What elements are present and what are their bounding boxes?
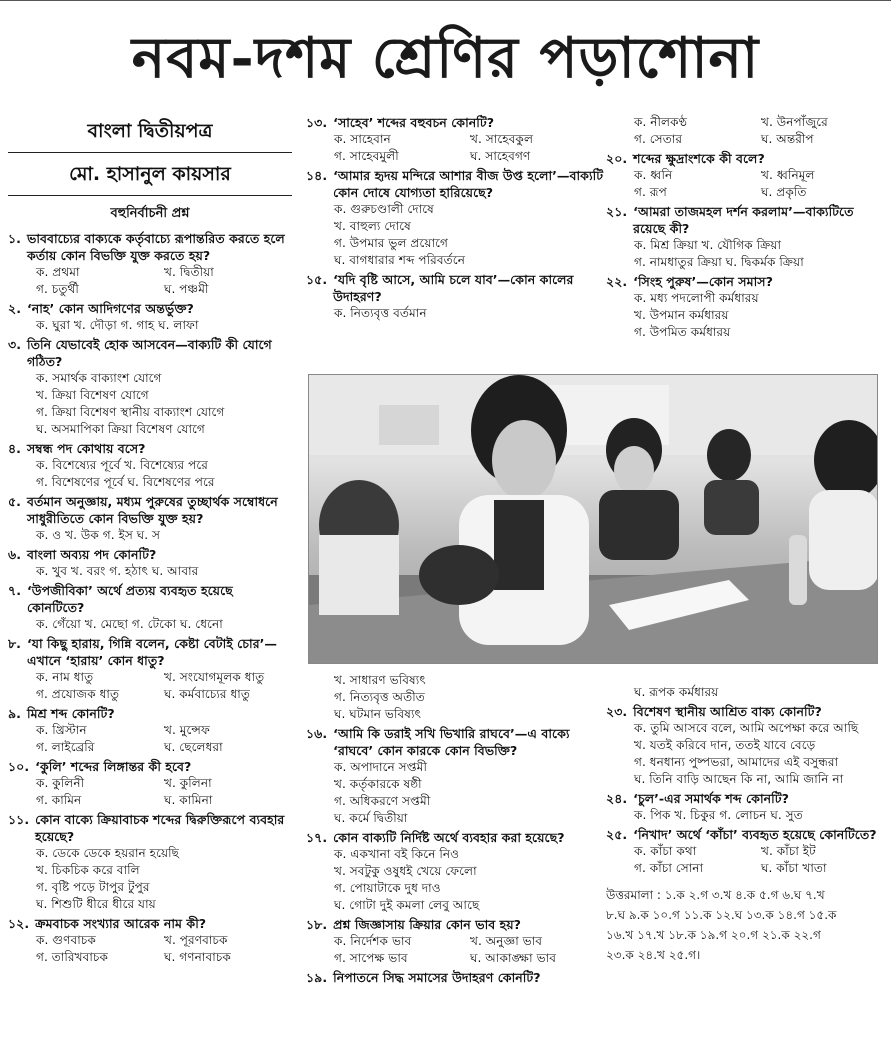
options bbox=[8, 317, 292, 334]
question-text: ‘যা কিছু হারায়, গিন্নি বলেন, কেষ্টা বেটাই চোর’—এখানে ‘হারায়’ কোন ধাতু? bbox=[26, 636, 278, 668]
question-text: বাংলা অব্যয় পদ কোনটি? bbox=[26, 547, 157, 562]
column-3 bbox=[606, 114, 888, 372]
question-text: ‘নাহ’ কোন আদিগণের অন্তর্ভুক্ত? bbox=[26, 301, 194, 316]
option: ক. নিত্যবৃত্ত বর্তমান bbox=[334, 306, 427, 320]
question-number: ২২. bbox=[606, 274, 628, 289]
option-row bbox=[36, 281, 292, 298]
question bbox=[8, 582, 292, 616]
question bbox=[606, 826, 888, 843]
option-row bbox=[36, 264, 292, 281]
question-text: বিশেষণ স্থানীয় আশ্রিত বাক্য কোনটি? bbox=[633, 704, 822, 719]
question-text: তিনি যেভাবেই হোক আসবেন—বাক্যটি কী যোগে গঠিত? bbox=[26, 337, 272, 369]
option: গ. বৃষ্টি পড়ে টাপুর টুপুর bbox=[36, 880, 150, 894]
option: ক. নাম ধাতু bbox=[36, 670, 94, 684]
question bbox=[606, 273, 888, 290]
option: ক. গুরুচণ্ডালী দোষে bbox=[334, 202, 434, 216]
option-row bbox=[36, 932, 292, 949]
option: গ. উপমার ভুল প্রয়োগে bbox=[334, 236, 449, 250]
option: ঘ. তিনি বাড়ি আছেন কি না, আমি জানি না bbox=[634, 772, 844, 786]
options bbox=[8, 932, 292, 966]
option-row bbox=[634, 843, 888, 860]
question bbox=[8, 440, 292, 457]
option-row bbox=[634, 184, 888, 201]
option-list bbox=[606, 684, 888, 701]
options bbox=[306, 201, 606, 269]
question-number: ৪. bbox=[8, 441, 21, 456]
option-row bbox=[36, 775, 292, 792]
option: ক. ডেকে ডেকে হয়রান হয়েছি bbox=[36, 846, 180, 860]
column-2 bbox=[306, 114, 606, 372]
question bbox=[606, 150, 888, 167]
question-number: ১৭. bbox=[306, 830, 328, 845]
question bbox=[306, 725, 606, 759]
question-text: ভাববাচ্যের বাক্যকে কর্তৃবাচ্যে রূপান্তরিত করতে হলে কর্তায় কোন বিভক্তি যুক্ত করতে হয়? bbox=[26, 231, 285, 263]
answer-key bbox=[606, 885, 888, 965]
question-text: ‘চুল’-এর সমার্থক শব্দ কোনটি? bbox=[633, 791, 789, 806]
option-row bbox=[634, 114, 888, 131]
answer-line: ২৩.ক ২৪.খ ২৫.গ। bbox=[606, 948, 701, 962]
option: খ. সবটুকু ওষুধই খেয়ে ফেলো bbox=[334, 864, 477, 878]
option: ঘ. কর্মে দ্বিতীয়া bbox=[334, 811, 408, 825]
question-text: ‘উপজীবিকা’ অর্থে প্রত্যয় ব্যবহৃত হয়েছে কোনটিতে? bbox=[26, 583, 233, 615]
question bbox=[606, 203, 888, 237]
option: ক. সাহেবান bbox=[334, 132, 391, 146]
option: খ. সাধারণ ভবিষ্যৎ bbox=[334, 673, 426, 687]
option: গ. বিশেষণের পূর্বে ঘ. বিশেষণের পরে bbox=[36, 475, 215, 489]
option: ঘ. বাগধারার শব্দ পরিবর্তনে bbox=[334, 253, 465, 267]
question bbox=[8, 300, 292, 317]
question bbox=[306, 271, 606, 305]
question-text: ‘আমরা তাজমহল দর্শন করলাম’—বাক্যটিতে রয়েছে কী? bbox=[633, 204, 854, 236]
option: ঘ. আকাঙ্ক্ষা ভাব bbox=[470, 951, 556, 965]
question-list bbox=[306, 725, 606, 986]
option: ঘ. গণনাবাচক bbox=[164, 950, 231, 964]
question-number: ৩. bbox=[8, 337, 21, 352]
question-number: ৫. bbox=[8, 494, 21, 509]
options bbox=[306, 131, 606, 165]
option: খ. যতই করিবে দান, ততই যাবে বেড়ে bbox=[634, 738, 816, 752]
option: গ. অধিকরণে সপ্তমী bbox=[334, 794, 431, 808]
option: ক. নীলকণ্ঠ bbox=[634, 115, 688, 129]
option: খ. পূরণবাচক bbox=[164, 933, 228, 947]
option: ক. কাঁচা কথা bbox=[634, 844, 697, 858]
column-3-lower bbox=[606, 684, 888, 1052]
option: ক. মধ্য পদলোপী কর্মধারয় bbox=[634, 291, 759, 305]
option: খ. দ্বিতীয়া bbox=[164, 265, 214, 279]
option: ক. খুব খ. বরং গ. হঠাৎ ঘ. আবার bbox=[36, 564, 199, 578]
question bbox=[8, 705, 292, 722]
option: খ. অনুজ্ঞা ভাব bbox=[470, 934, 543, 948]
question-text: কোন বাক্যে ক্রিয়াবাচক শব্দের দ্বিরুক্তিরূপে ব্যবহার হয়েছে? bbox=[35, 812, 285, 844]
question-text: ‘সাহেব’ শব্দের বহুবচন কোনটি? bbox=[333, 115, 495, 130]
options bbox=[306, 759, 606, 827]
options bbox=[306, 846, 606, 914]
options bbox=[606, 807, 888, 824]
option: ঘ. পঞ্চমী bbox=[164, 282, 209, 296]
options bbox=[8, 775, 292, 809]
question bbox=[306, 114, 606, 131]
answer-line: ৮.ঘ ৯.ক ১০.গ ১১.ক ১২.ঘ ১৩.ক ১৪.গ ১৫.ক bbox=[606, 908, 837, 922]
option: ক. সমার্থক বাক্যাংশ যোগে bbox=[36, 371, 162, 385]
option: ঘ. গোটা দুই কমলা লেবু আছে bbox=[334, 898, 480, 912]
question-number: ২৩. bbox=[606, 704, 628, 719]
subject-title: বাংলা দ্বিতীয়পত্র bbox=[87, 120, 213, 142]
option: ক. মিশ্র ক্রিয়া খ. যৌগিক ক্রিয়া bbox=[634, 238, 781, 252]
option: ক. ও খ. উক গ. ইস ঘ. স bbox=[36, 528, 161, 542]
option: গ. কামিন bbox=[36, 793, 82, 807]
divider bbox=[8, 152, 292, 153]
option: খ. বাহুল্য দোষে bbox=[334, 219, 411, 233]
options bbox=[606, 237, 888, 271]
divider bbox=[8, 195, 292, 196]
option: ক. গেঁয়ো খ. মেছো গ. টেকো ঘ. ধেনো bbox=[36, 617, 223, 631]
option-row bbox=[634, 860, 888, 877]
question-number: ১১. bbox=[8, 812, 30, 827]
question-number: ২০. bbox=[606, 151, 628, 166]
option-row bbox=[36, 949, 292, 966]
options bbox=[8, 845, 292, 913]
option: গ. সেতার bbox=[634, 132, 683, 146]
question bbox=[306, 969, 606, 986]
question bbox=[8, 915, 292, 932]
options bbox=[8, 616, 292, 633]
option: গ. সাহেবমুলী bbox=[334, 149, 399, 163]
option-list bbox=[306, 672, 606, 723]
question bbox=[8, 493, 292, 527]
option: খ. কুলিনা bbox=[164, 776, 212, 790]
question bbox=[8, 336, 292, 370]
students-exam-image bbox=[309, 375, 878, 664]
option: ঘ. শিশুটি ধীরে ধীরে যায় bbox=[36, 897, 156, 911]
question bbox=[306, 829, 606, 846]
question bbox=[8, 758, 292, 775]
options bbox=[8, 457, 292, 491]
question-text: প্রশ্ন জিজ্ঞাসায় ক্রিয়ার কোন ভাব হয়? bbox=[333, 917, 521, 932]
option: গ. প্রযোজক ধাতু bbox=[36, 687, 120, 701]
option: ক. খ্রিস্টান bbox=[36, 723, 87, 737]
question-list bbox=[606, 150, 888, 341]
question bbox=[8, 635, 292, 669]
question-number: ৯. bbox=[8, 706, 21, 721]
option: ক. বিশেষ্যের পূর্বে খ. বিশেষ্যের পরে bbox=[36, 458, 208, 472]
option: ক. অপাদানে সপ্তমী bbox=[334, 760, 427, 774]
question-number: ১৮. bbox=[306, 917, 328, 932]
question-number: ১৯. bbox=[306, 970, 328, 985]
option: খ. সাহেবকুল bbox=[470, 132, 534, 146]
answer-line: উত্তরমালা : ১.ক ২.গ ৩.খ ৪.ক ৫.গ ৬.ঘ ৭.খ bbox=[606, 888, 825, 902]
question bbox=[8, 230, 292, 264]
question bbox=[8, 811, 292, 845]
column-1 bbox=[8, 116, 292, 1051]
question-list bbox=[606, 703, 888, 877]
option: গ. চতুর্থী bbox=[36, 282, 79, 296]
options bbox=[8, 722, 292, 756]
options bbox=[606, 843, 888, 877]
question bbox=[606, 790, 888, 807]
options bbox=[8, 527, 292, 544]
question-number: ২৪. bbox=[606, 791, 628, 806]
question-text: ক্রমবাচক সংখ্যার আরেক নাম কী? bbox=[35, 916, 207, 931]
question-number: ১৬. bbox=[306, 726, 328, 741]
column-2-lower bbox=[306, 672, 606, 1052]
option: ক. তুমি আসবে বলে, আমি অপেক্ষা করে আছি bbox=[634, 721, 859, 735]
question-text: সম্বন্ধ পদ কোথায় বসে? bbox=[26, 441, 146, 456]
option-row bbox=[36, 739, 292, 756]
option-row bbox=[36, 722, 292, 739]
option: ক. প্রথমা bbox=[36, 265, 80, 279]
option: গ. তারিখবাচক bbox=[36, 950, 109, 964]
question bbox=[606, 703, 888, 720]
option: গ. নিত্যবৃত্ত অতীত bbox=[334, 690, 425, 704]
question-number: ৮. bbox=[8, 636, 21, 651]
top-rule bbox=[0, 0, 891, 4]
option: ক. পিক খ. চিকুর গ. লোচন ঘ. সুত bbox=[634, 808, 803, 822]
options bbox=[306, 933, 606, 967]
option: গ. লাইব্রেরি bbox=[36, 740, 95, 754]
option-row bbox=[36, 792, 292, 809]
option: ঘ. রূপক কর্মধারয় bbox=[634, 685, 719, 699]
question-list bbox=[8, 230, 292, 966]
option: ঘ. সাহেবগণ bbox=[470, 149, 531, 163]
option: ঘ. অসমাপিকা ক্রিয়া বিশেষণ যোগে bbox=[36, 422, 205, 436]
option: খ. উনপাঁজুরে bbox=[761, 115, 828, 129]
question-number: ১. bbox=[8, 231, 21, 246]
option: খ. উপমান কর্মধারয় bbox=[634, 308, 729, 322]
question bbox=[306, 167, 606, 201]
option: খ. সংযোগমূলক ধাতু bbox=[164, 670, 265, 684]
option: গ. উপমিত কর্মধারয় bbox=[634, 325, 731, 339]
option: খ. মুন্সেফ bbox=[164, 723, 210, 737]
option-row bbox=[334, 950, 606, 967]
option: ক. গুণবাচক bbox=[36, 933, 96, 947]
options bbox=[8, 264, 292, 298]
exam-photo bbox=[308, 374, 878, 664]
question-text: ‘সিংহ পুরুষ’—কোন সমাস? bbox=[633, 274, 773, 289]
option: খ. কাঁচা ইট bbox=[761, 844, 816, 858]
option: ঘ. অন্তরীপ bbox=[761, 132, 814, 146]
question-text: বর্তমান অনুজ্ঞায়, মধ্যম পুরুষের তুচ্ছার্থক সম্বোধনে সাধুরীতিতে কোন বিভক্তি যুক্ত হয়? bbox=[26, 494, 278, 526]
options bbox=[606, 720, 888, 788]
question-number: ২৫. bbox=[606, 827, 628, 842]
options bbox=[306, 305, 606, 322]
question-number: ১৫. bbox=[306, 272, 328, 287]
option: ঘ. ছেলেধরা bbox=[164, 740, 223, 754]
question-text: কোন বাক্যটি নির্দিষ্ট অর্থে ব্যবহার করা হয়েছে? bbox=[333, 830, 565, 845]
option: ক. কুলিনী bbox=[36, 776, 85, 790]
options bbox=[8, 563, 292, 580]
option: ক. একখানা বই কিনে নিও bbox=[334, 847, 460, 861]
option: গ. পোয়াটাকে দুধ দাও bbox=[334, 881, 441, 895]
question-number: ২১. bbox=[606, 204, 628, 219]
option: ক. নির্দেশক ভাব bbox=[334, 934, 412, 948]
author-name: মো. হাসানুল কায়সার bbox=[69, 163, 231, 185]
options bbox=[8, 370, 292, 438]
option: গ. নামধাতুর ক্রিয়া ঘ. দ্বিকর্মক ক্রিয়া bbox=[634, 255, 804, 269]
question-text: ‘আমি কি ডরাই সখি ভিখারি রাঘবে’—এ বাক্যে ‘রাঘবে’ কোন কারকে কোন বিভক্তি? bbox=[333, 726, 570, 758]
question-text: মিশ্র শব্দ কোনটি? bbox=[26, 706, 115, 721]
option: খ. চিকচিক করে বালি bbox=[36, 863, 140, 877]
question-number: ৭. bbox=[8, 583, 21, 598]
option-row bbox=[334, 148, 606, 165]
option-row bbox=[334, 933, 606, 950]
options bbox=[8, 669, 292, 703]
question bbox=[306, 916, 606, 933]
option-row bbox=[36, 686, 292, 703]
option: ঘ. ঘটমান ভবিষ্যৎ bbox=[334, 707, 422, 721]
option: ঘ. কামিনা bbox=[164, 793, 213, 807]
option: ক. ধ্বনি bbox=[634, 168, 673, 182]
page-headline: নবম-দশম শ্রেণির পড়াশোনা bbox=[131, 25, 760, 91]
option: ঘ. প্রকৃতি bbox=[761, 185, 807, 199]
option-row bbox=[634, 167, 888, 184]
option: খ. কর্তৃকারকে ষষ্ঠী bbox=[334, 777, 422, 791]
question-text: ‘নিখাদ’ অর্থে ‘কাঁচা’ ব্যবহৃত হয়েছে কোনটিতে? bbox=[633, 827, 877, 842]
options bbox=[606, 167, 888, 201]
question-number: ২. bbox=[8, 301, 21, 316]
options bbox=[606, 290, 888, 341]
option-row bbox=[634, 131, 888, 148]
question-number: ১৪. bbox=[306, 168, 328, 183]
option: ঘ. কর্মবাচ্যের ধাতু bbox=[164, 687, 250, 701]
question-text: ‘কুলি’ শব্দের লিঙ্গান্তর কী হবে? bbox=[35, 759, 192, 774]
option: গ. কাঁচা সোনা bbox=[634, 861, 704, 875]
question bbox=[8, 546, 292, 563]
question-text: ‘আমার হৃদয় মন্দিরে আশার বীজ উপ্ত হলো’—বাক্যটি কোন দোষে যোগ্যতা হারিয়েছে? bbox=[333, 168, 604, 200]
option: গ. রূপ bbox=[634, 185, 667, 199]
question-text: শব্দের ক্ষুদ্রাংশকে কী বলে? bbox=[633, 151, 765, 166]
option: গ. সাপেক্ষ ভাব bbox=[334, 951, 408, 965]
option-grid bbox=[606, 114, 888, 148]
question-number: ১২. bbox=[8, 916, 30, 931]
question-text: ‘যদি বৃষ্টি আসে, আমি চলে যাব’—কোন কালের উদাহরণ? bbox=[333, 272, 574, 304]
option: খ. ধ্বনিমূল bbox=[761, 168, 815, 182]
question-list bbox=[306, 114, 606, 322]
option: গ. ক্রিয়া বিশেষণ স্থানীয় বাক্যাংশ যোগে bbox=[36, 405, 225, 419]
option: গ. ধনধান্য পুষ্পভরা, আমাদের এই বসুন্ধরা bbox=[634, 755, 839, 769]
answer-line: ১৬.খ ১৭.খ ১৮.ক ১৯.গ ২০.গ ২১.ক ২২.গ bbox=[606, 928, 821, 942]
option-row bbox=[36, 669, 292, 686]
question-number: ৬. bbox=[8, 547, 21, 562]
question-number: ১০. bbox=[8, 759, 30, 774]
question-text: নিপাতনে সিদ্ধ সমাসের উদাহরণ কোনটি? bbox=[333, 970, 541, 985]
option: ঘ. কাঁচা খাতা bbox=[761, 861, 827, 875]
option-row bbox=[334, 131, 606, 148]
option: খ. ক্রিয়া বিশেষণ যোগে bbox=[36, 388, 149, 402]
option: ক. ঘুরা খ. দৌড়া গ. গাহ ঘ. লাফা bbox=[36, 318, 199, 332]
section-title: বহুনির্বাচনী প্রশ্ন bbox=[110, 206, 190, 221]
question-number: ১৩. bbox=[306, 115, 328, 130]
